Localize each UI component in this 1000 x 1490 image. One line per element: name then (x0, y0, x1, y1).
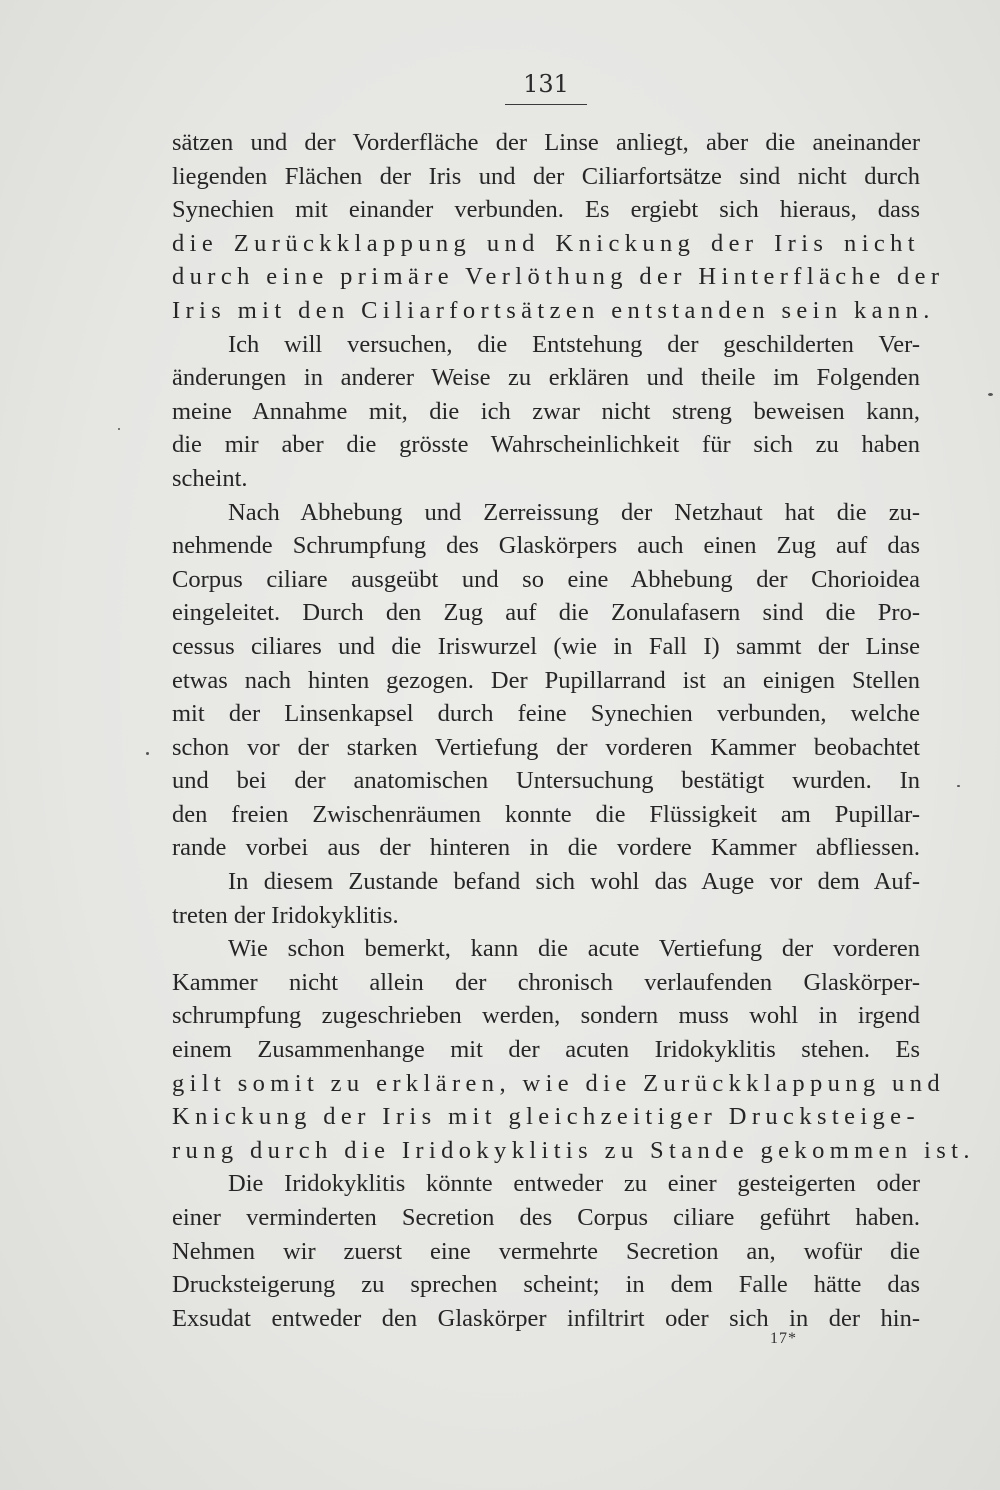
text-line: treten der Iridokyklitis. (172, 901, 399, 929)
signature-mark: 17* (770, 1330, 797, 1347)
text-line: cessus ciliares und die Iriswurzel (wie in Fall I) sammt der Linse (172, 632, 920, 660)
text-line: Wie schon bemerkt, kann die acute Vertiefung der vorderen (228, 935, 920, 963)
text-line-emphasis: gilt somit zu erklären, wie die Zurückklappung und (172, 1069, 945, 1097)
paper-speck (988, 393, 993, 396)
text-line: liegenden Flächen der Iris und der Ciliarfortsätze sind nicht durch (172, 162, 920, 190)
text-line: einer verminderten Secretion des Corpus ciliare geführt haben. (172, 1204, 920, 1231)
text-line-emphasis: Knickung der Iris mit gleichzeitiger Drucksteige- (172, 1103, 920, 1131)
text-line: und bei der anatomischen Untersuchung bestätigt wurden. In (172, 767, 920, 795)
text-line: eingeleitet. Durch den Zug auf die Zonulafasern sind die Pro- (172, 599, 920, 627)
text-line: Nehmen wir zuerst eine vermehrte Secretion an, wofür die (172, 1237, 920, 1265)
text-line: etwas nach hinten gezogen. Der Pupillarrand ist an einigen Stellen (172, 666, 920, 694)
text-line: rande vorbei aus der hinteren in die vordere Kammer abfliessen. (172, 834, 920, 862)
text-line: Exsudat entweder den Glaskörper infiltrirt oder sich in der hin- (172, 1304, 920, 1332)
text-line-emphasis: die Zurückklappung und Knickung der Iris nicht (172, 229, 920, 257)
text-line: den freien Zwischenräumen konnte die Flüssigkeit am Pupillar- (172, 800, 920, 828)
text-line: Corpus ciliare ausgeübt und so eine Abhebung der Chorioidea (172, 565, 920, 593)
text-line: Synechien mit einander verbunden. Es ergiebt sich hieraus, dass (172, 196, 920, 224)
text-line-emphasis: durch eine primäre Verlöthung der Hinterfläche der (172, 263, 945, 291)
text-line: Drucksteigerung zu sprechen scheint; in dem Falle hätte das (172, 1271, 920, 1299)
paper-speck (118, 428, 120, 430)
paper-speck (957, 785, 960, 787)
text-line: nehmende Schrumpfung des Glaskörpers auch einen Zug auf das (172, 532, 920, 560)
text-line: schrumpfung zugeschrieben werden, sondern muss wohl in irgend (172, 1002, 920, 1030)
text-line: einem Zusammenhange mit der acuten Iridokyklitis stehen. Es (172, 1036, 920, 1064)
text-line: die mir aber die grösste Wahrscheinlichkeit für sich zu haben (172, 431, 920, 459)
text-line: mit der Linsenkapsel durch feine Synechien verbunden, welche (172, 700, 920, 728)
text-line-emphasis: Iris mit den Ciliarfortsätzen entstanden sein kann. (172, 296, 935, 324)
page-number: 131 (505, 70, 587, 105)
paper-speck (146, 752, 149, 755)
text-line: änderungen in anderer Weise zu erklären und theile im Folgenden (172, 364, 920, 392)
text-line: Nach Abhebung und Zerreissung der Netzhaut hat die zu- (228, 498, 920, 526)
text-line: meine Annahme mit, die ich zwar nicht streng beweisen kann, (172, 397, 920, 425)
text-line: sätzen und der Vorderfläche der Linse anliegt, aber die aneinander (172, 129, 920, 156)
text-line: schon vor der starken Vertiefung der vorderen Kammer beobachtet (172, 733, 920, 761)
body-text (172, 126, 975, 1335)
text-line: In diesem Zustande befand sich wohl das Auge vor dem Auf- (228, 868, 920, 896)
text-line: scheint. (172, 464, 248, 492)
text-line: Ich will versuchen, die Entstehung der geschilderten Ver- (228, 330, 920, 358)
text-line-emphasis: rung durch die Iridokyklitis zu Stande gekommen ist. (172, 1136, 975, 1164)
text-line: Kammer nicht allein der chronisch verlaufenden Glaskörper- (172, 968, 920, 996)
text-line: Die Iridokyklitis könnte entweder zu einer gesteigerten oder (228, 1170, 920, 1198)
